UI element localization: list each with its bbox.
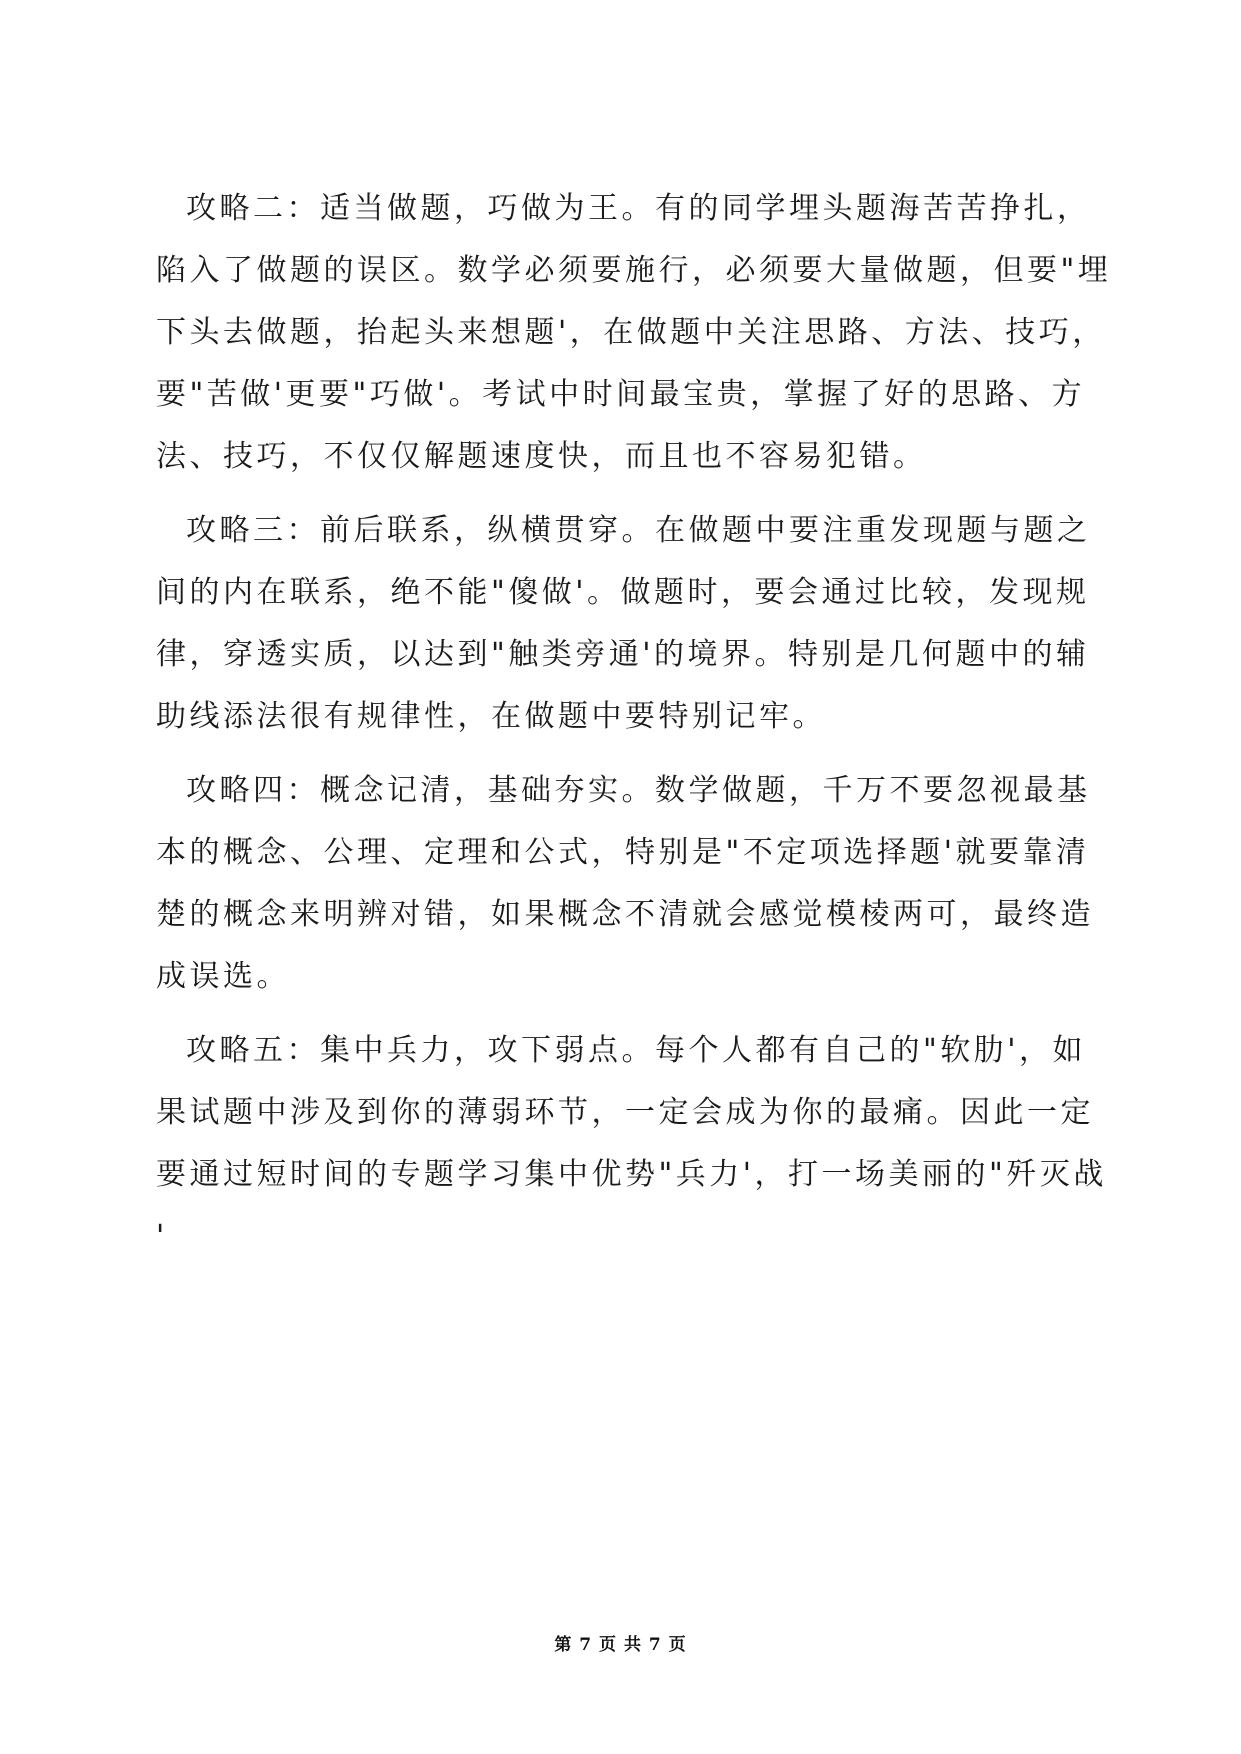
text-line: 下头去做题，抬起头来想题'，在做题中关注思路、方法、技巧， <box>156 315 1106 350</box>
text-line: 楚的概念来明辨对错，如果概念不清就会感觉模棱两可，最终造 <box>156 897 1094 932</box>
paragraph-gap <box>156 748 1101 760</box>
paragraph-strategy-3 <box>156 500 1101 748</box>
text-line: 律，穿透实质，以达到"触类旁通'的境界。特别是几何题中的辅 <box>156 637 1090 672</box>
text-line: 攻略二：适当做题，巧做为王。有的同学埋头题海苦苦挣扎， <box>186 191 1091 226</box>
text-line: 法、技巧，不仅仅解题速度快，而且也不容易犯错。 <box>156 439 927 474</box>
paragraph-gap <box>156 488 1101 500</box>
paragraph-strategy-2 <box>156 178 1112 488</box>
text-line: 果试题中涉及到你的薄弱环节，一定会成为你的最痛。因此一定 <box>156 1095 1094 1130</box>
text-line: 陷入了做题的误区。数学必须要施行，必须要大量做题，但要"埋 <box>156 253 1112 288</box>
text-line: 助线添法很有规律性，在做题中要特别记牢。 <box>156 699 826 734</box>
document-body <box>156 178 1112 1268</box>
paragraph-strategy-4 <box>156 760 1101 1008</box>
page-number-footer: 第 7 页 共 7 页 <box>554 1635 687 1655</box>
text-line: 攻略四：概念记清，基础夯实。数学做题，千万不要忽视最基 <box>186 773 1091 808</box>
text-line: 攻略三：前后联系，纵横贯穿。在做题中要注重发现题与题之 <box>186 513 1091 548</box>
text-line: ' <box>156 1219 168 1254</box>
text-line: 本的概念、公理、定理和公式，特别是"不定项选择题'就要靠清 <box>156 835 1090 870</box>
paragraph-strategy-5 <box>156 1020 1107 1268</box>
text-line: 要通过短时间的专题学习集中优势"兵力'，打一场美丽的"歼灭战 <box>156 1157 1107 1192</box>
text-line: 成误选。 <box>156 959 290 994</box>
text-line: 间的内在联系，绝不能"傻做'。做题时，要会通过比较，发现规 <box>156 575 1090 610</box>
text-line: 攻略五：集中兵力，攻下弱点。每个人都有自己的"软肋'，如 <box>186 1033 1087 1068</box>
paragraph-gap <box>156 1008 1101 1020</box>
text-line: 要"苦做'更要"巧做'。考试中时间最宝贵，掌握了好的思路、方 <box>156 377 1086 412</box>
